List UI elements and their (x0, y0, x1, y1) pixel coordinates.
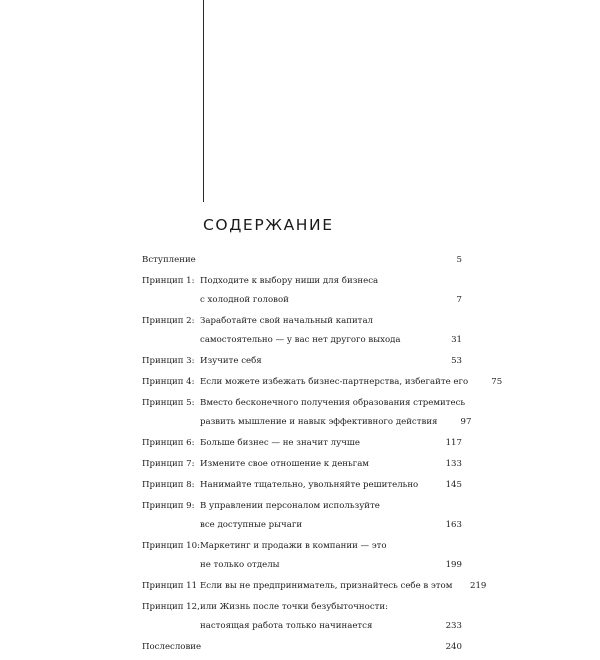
toc-entry-line (142, 313, 462, 330)
toc-entry-title: Заработайте свой начальный капитал (200, 316, 374, 326)
toc-entry-title: Изучите себя (200, 356, 262, 366)
toc-entry-title: развить мышление и навык эффективного действия (200, 417, 438, 427)
toc-entry-label: Принцип 9: (142, 501, 195, 511)
toc-entry-line (142, 618, 462, 635)
toc-entry-label: Принцип 12, (142, 602, 200, 612)
toc-entry-line (142, 414, 472, 431)
toc-entry-line (142, 538, 462, 555)
toc-entry-page: 97 (460, 417, 472, 427)
toc-entry-line (142, 477, 462, 494)
toc-entry-page: 31 (451, 335, 462, 345)
toc-entry-label: Принцип 4: (142, 377, 195, 387)
toc-entry-line (142, 498, 462, 515)
toc-entry-title: Измените свое отношение к деньгам (200, 459, 369, 469)
toc-entry-page: 75 (491, 377, 503, 387)
toc-entry-line (142, 578, 487, 595)
toc-entry-line (142, 639, 462, 656)
toc-entry-line (142, 557, 462, 574)
toc-entry-title: не только отделы (200, 560, 280, 570)
toc-entry-title: Маркетинг и продажи в компании — это (200, 541, 387, 551)
toc-entry-title: или Жизнь после точки безубыточности: (200, 602, 389, 612)
toc-entry-title: самостоятельно — у вас нет другого выхода (200, 335, 401, 345)
toc-entry-line (142, 599, 462, 616)
toc-entry-label: Вступление (142, 255, 196, 265)
toc-entry-line (142, 456, 462, 473)
toc-entry-title: Если можете избежать бизнес-партнерства, избегайте его (200, 377, 469, 387)
toc-entry-title: Больше бизнес — не значит лучше (200, 438, 360, 448)
toc-entry-title: Вместо бесконечного получения образования стремитесь (200, 398, 466, 408)
toc-entry-line (142, 374, 503, 391)
toc-entry-line (142, 273, 462, 290)
toc-entry-label: Принцип 11 (142, 581, 198, 591)
toc-entry-page: 7 (456, 295, 462, 305)
toc-entry-page: 133 (445, 459, 462, 469)
toc-entry-title: В управлении персоналом используйте (200, 501, 380, 511)
toc-entry-page: 163 (445, 520, 462, 530)
toc-entry-page: 145 (445, 480, 462, 490)
toc-entry-title: все доступные рычаги (200, 520, 303, 530)
toc-entry-title: Подходите к выбору ниши для бизнеса (200, 276, 379, 286)
toc-entry-page: 233 (445, 621, 462, 631)
vertical-rule (203, 0, 204, 202)
toc-entry-page: 5 (456, 255, 462, 265)
toc-entry-label: Принцип 5: (142, 398, 195, 408)
toc-entry-title: Нанимайте тщательно, увольняйте решительно (200, 480, 419, 490)
toc-entry-label: Принцип 8: (142, 480, 195, 490)
toc-entry-title: с холодной головой (200, 295, 289, 305)
toc-entry-label: Принцип 2: (142, 316, 195, 326)
table-of-contents (142, 252, 503, 660)
toc-entry-label: Принцип 10: (142, 541, 200, 551)
toc-entry-line (142, 292, 462, 309)
toc-entry-label: Принцип 1: (142, 276, 195, 286)
toc-entry-label: Принцип 7: (142, 459, 195, 469)
toc-entry-page: 199 (445, 560, 462, 570)
toc-entry-label: Принцип 3: (142, 356, 195, 366)
toc-entry-page: 219 (470, 581, 487, 591)
toc-entry-line (142, 353, 462, 370)
toc-entry-line (142, 395, 466, 412)
toc-entry-label: Послесловие (142, 642, 202, 652)
toc-entry-line (142, 435, 462, 452)
toc-entry-line (142, 517, 462, 534)
toc-entry-line (142, 252, 462, 269)
toc-entry-title: Если вы не предприниматель, признайтесь себе в этом (200, 581, 453, 591)
toc-entry-page: 53 (451, 356, 462, 366)
toc-entry-line (142, 332, 462, 349)
page-title: СОДЕРЖАНИЕ (203, 216, 334, 234)
toc-entry-page: 117 (445, 438, 462, 448)
toc-entry-page: 240 (445, 642, 462, 652)
toc-entry-title: настоящая работа только начинается (200, 621, 373, 631)
toc-entry-label: Принцип 6: (142, 438, 195, 448)
